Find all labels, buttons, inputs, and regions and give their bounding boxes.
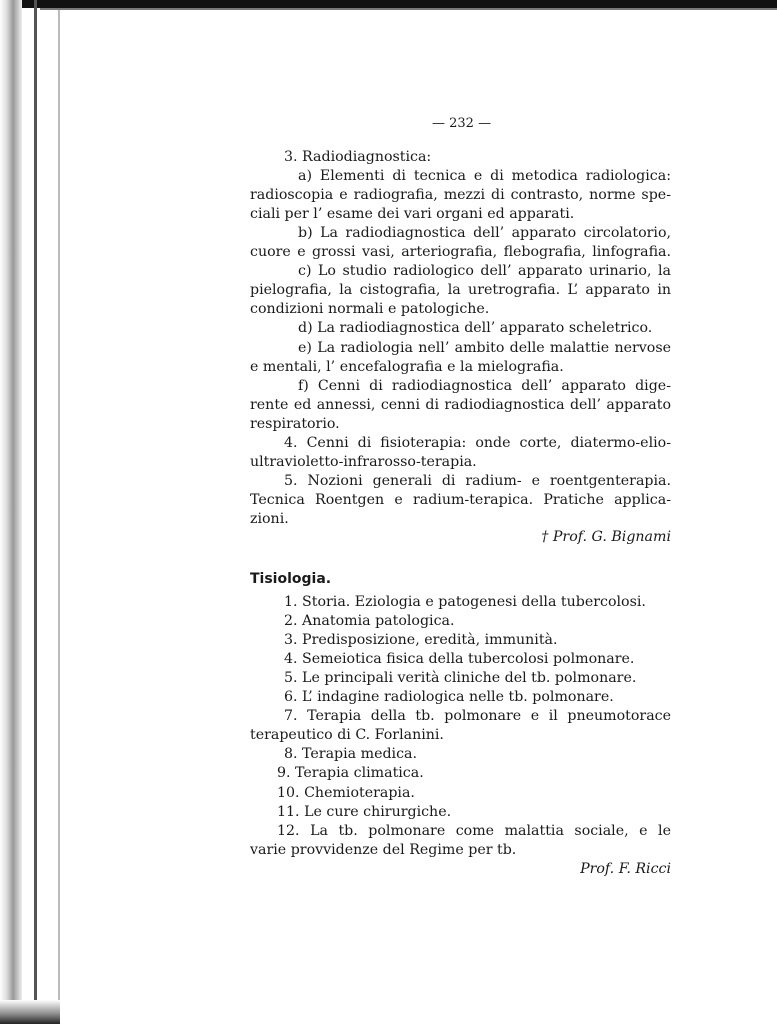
text-line: a) Elementi di tecnica e di metodica radiologica: (298, 168, 671, 185)
list-item: 11. Le cure chirurgiche. (277, 803, 452, 820)
section-heading: Tisiologia. (250, 571, 332, 587)
scan-corner-shadow (0, 1000, 60, 1024)
scan-page-edge (58, 10, 60, 1020)
text-line: e mentali, l’ encefalografia e la mielografia. (250, 358, 564, 375)
text-line: b) La radiodiagnostica dell’ apparato circolatorio, (298, 225, 671, 242)
text-line: radioscopia e radiografia, mezzi di contrasto, norme spe- (250, 187, 671, 204)
text-line: respiratorio. (250, 415, 340, 432)
text-line: pielografia, la cistografia, la uretrografia. L’ apparato in (250, 282, 671, 299)
text-line: rente ed annessi, cenni di radiodiagnostica dell’ apparato (250, 396, 671, 413)
text-line: cuore e grossi vasi, arteriografia, flebografia, linfografia. (250, 244, 671, 261)
text-line: e) La radiologia nell’ ambito delle malattie nervose (298, 339, 671, 356)
list-item: 5. Le principali verità cliniche del tb. polmonare. (284, 670, 637, 687)
signature: Prof. F. Ricci (580, 860, 671, 877)
text-line: 4. Cenni di fisioterapia: onde corte, diatermo-elio- (284, 434, 671, 451)
list-item: 4. Semeiotica fisica della tubercolosi polmonare. (284, 651, 635, 668)
list-item: varie provvidenze del Regime per tb. (250, 841, 517, 858)
text-line: f) Cenni di radiodiagnostica dell’ apparato dige- (298, 377, 671, 394)
text-line: ciali per l’ esame dei vari organi ed apparati. (250, 206, 575, 223)
text-line: Tecnica Roentgen e radium-terapica. Pratiche applica- (250, 491, 671, 508)
text-line: c) Lo studio radiologico dell’ apparato urinario, la (298, 263, 671, 280)
text-line: d) La radiodiagnostica dell’ apparato scheletrico. (298, 320, 653, 337)
list-item: 3. Predisposizione, eredità, immunità. (284, 632, 558, 649)
list-item: 6. L’ indagine radiologica nelle tb. polmonare. (284, 689, 614, 706)
signature: † Prof. G. Bignami (541, 529, 671, 545)
scan-top-border (0, 0, 777, 8)
list-item: 10. Chemioterapia. (277, 784, 415, 801)
list-item: 8. Terapia medica. (284, 746, 418, 763)
scan-top-edge (40, 8, 777, 10)
list-item: 12. La tb. polmonare come malattia sociale, e le (277, 822, 671, 839)
page-number: — 232 — (432, 116, 492, 131)
list-item: 7. Terapia della tb. polmonare e il pneumotorace (284, 708, 671, 725)
list-item: 2. Anatomia patologica. (284, 613, 455, 630)
scan-binding-edge (0, 0, 22, 1024)
text-line: condizioni normali e patologiche. (250, 301, 490, 318)
list-item: 9. Terapia climatica. (277, 765, 424, 782)
text-line: zioni. (250, 510, 289, 527)
text-line: 3. Radiodiagnostica: (284, 149, 432, 165)
text-line: 5. Nozioni generali di radium- e roentgenterapia. (284, 472, 671, 489)
text-line: ultravioletto-infrarosso-terapia. (250, 453, 477, 470)
list-item: 1. Storia. Eziologia e patogenesi della tubercolosi. (284, 594, 646, 610)
list-item: terapeutico di C. Forlanini. (250, 727, 444, 744)
scan-binding-line (34, 0, 37, 1024)
